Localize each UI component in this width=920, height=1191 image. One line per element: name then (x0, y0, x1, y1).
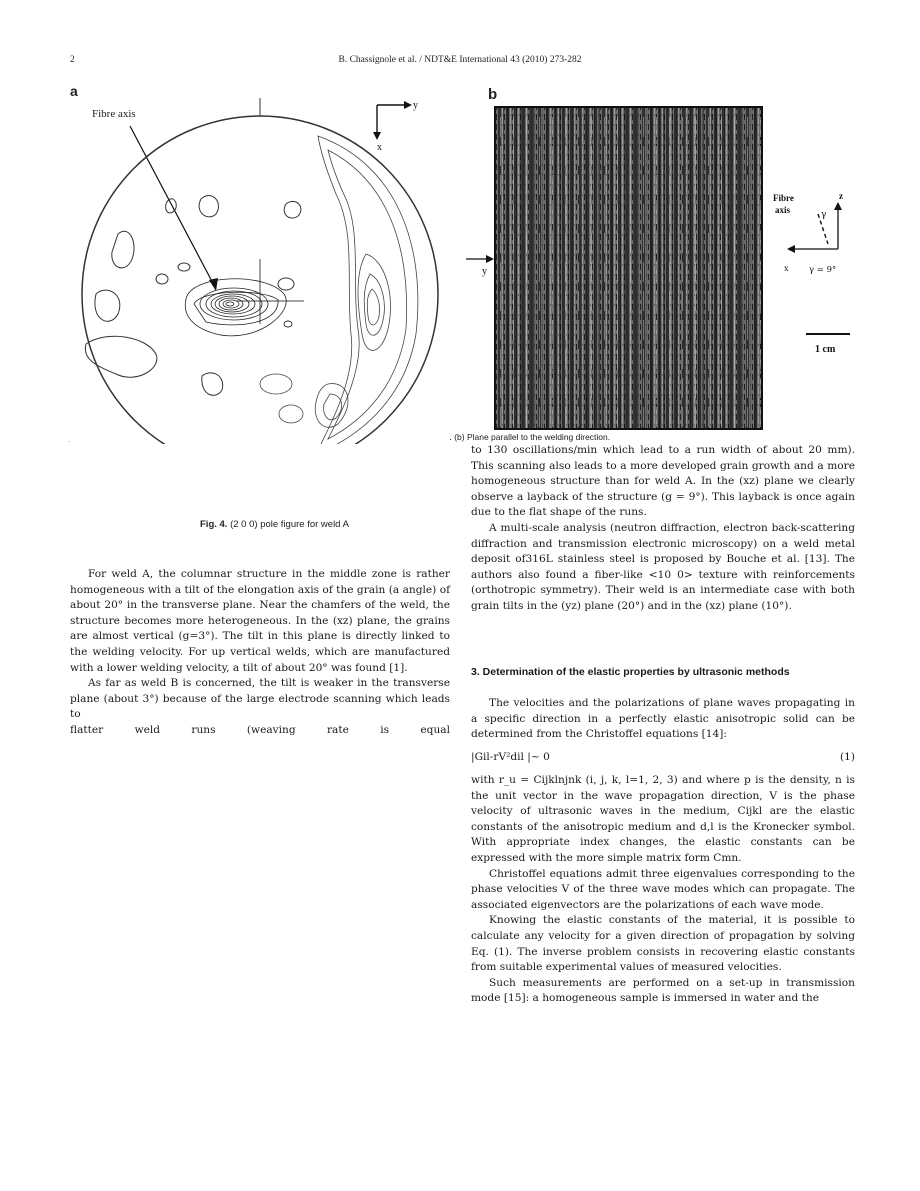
right-column-bottom (471, 773, 855, 1007)
word: (weaving (246, 723, 296, 736)
panel-label-b: b (488, 86, 498, 103)
axis-y-label: y (413, 100, 418, 111)
word: flatter (70, 723, 104, 736)
pole-figure-weld-a (66, 84, 456, 444)
equation-text: |Gil-rV²dil |~ 0 (471, 751, 550, 763)
scale-label: 1 cm (815, 344, 836, 355)
paragraph-weld-a: For weld A, the columnar structure in the middle zone is rather homogeneous with a tilt of the elongation axis of the grain (a angle) of about 20° in the transverse plane. Near the chamfers of the weld, the structure becomes more heterogeneous. In the (xz) plane, the grains are almost vertical (g=3°). The tilt in this plane is directly linked to the welding velocity. For up vertical welds, which are manufactured with a lower welding velocity, a tilt of about 20° was found [1]. (70, 568, 450, 674)
gamma-value: γ = 9° (809, 265, 837, 275)
fibre-axis-label-b1: Fibre (773, 193, 794, 203)
panel-label-a: a (70, 84, 78, 99)
word: weld (134, 723, 161, 736)
section-title: 3. Determination of the elastic properties by ultrasonic methods (471, 666, 790, 678)
right-column-intro (471, 696, 855, 743)
page-number: 2 (70, 55, 75, 65)
axis-z-label: z (839, 191, 843, 201)
paragraph-continuation: to 130 oscillations/min which lead to a run width of about 20 mm). This scanning also leads to a more developed grain growth and a more homogeneous structure than for weld A. In the (xz) plane we clearly observe a layback of the structure (g = 9°). This layback is once again due to the flat shape of the runs. (471, 444, 855, 519)
paragraph-inverse-problem: Knowing the elastic constants of the material, it is possible to calculate any velocity for a given direction of propagation by solving Eq. (1). The inverse problem consists in recovering elastic constants from suitable experimental values of measured velocities. (471, 914, 855, 974)
central-contours (185, 279, 286, 336)
paragraph-bouche: A multi-scale analysis (neutron diffraction, electron back-scattering diffraction and transmission electronic microscopy) on a weld metal deposit of316L stainless steel is proposed by Bouche et al. [13]. The authors also found a fiber-like <10 0> texture with reinforcements (orthotropic symmetry). Their weld is an intermediate case with both grain tilts in the (yz) plane (20°) and in the (xz) plane (10°). (471, 521, 855, 612)
fibre-axis-label: Fibre axis (92, 108, 136, 120)
equation-number: (1) (839, 751, 855, 763)
figure-4-caption-text: (2 0 0) pole figure for weld A (230, 519, 349, 530)
fibre-axis-arrow (130, 126, 216, 289)
figure-4-caption-label: Fig. 4. (200, 519, 228, 530)
word: equal (420, 723, 450, 736)
fibre-axis-label-b2: axis (775, 205, 791, 215)
paragraph-weld-b-text: As far as weld B is concerned, the tilt is weaker in the transverse plane (about 3°) because of the large electrode scanning which leads to (70, 677, 450, 721)
equation-1 (471, 751, 855, 767)
word: rate (326, 723, 349, 736)
axis-x-arrowhead (373, 132, 381, 140)
word: is (380, 723, 390, 736)
paragraph-eigenvalues: Christoffel equations admit three eigenvalues corresponding to the phase velocities V of the three wave modes which can propagate. The associated eigenvectors are the polarizations of each wave mode. (471, 867, 855, 911)
paragraph-setup: Such measurements are performed on a set-up in transmission mode [15]: a homogeneous sample is immersed in water and the (471, 976, 855, 1005)
figure-a-edge-mark: . (68, 435, 71, 444)
right-column-top (471, 443, 855, 615)
spread-line (70, 723, 450, 739)
axis-y-label-b: y (482, 266, 487, 277)
word: runs (191, 723, 216, 736)
paragraph-weld-b (70, 676, 450, 723)
gamma-symbol: γ (821, 210, 827, 220)
figure-4-caption (200, 519, 349, 530)
left-column (70, 567, 450, 739)
axis-x-label-b: x (784, 263, 789, 273)
micrograph-weld-b (466, 84, 866, 434)
paragraph-definitions: with r_u = Cijklnjnk (i, j, k, l=1, 2, 3) and where p is the density, n is the unit vector in the wave propagation direction, V is the phase velocity of ultrasonic waves in the medium, Cijkl are the elastic constants of the anisotropic medium and d,l is the Kronecker symbol. With appropriate index changes, the elastic constants can be expressed with the more simple matrix form Cmn. (471, 774, 855, 864)
axis-y-arrowhead (404, 101, 412, 109)
paragraph-christoffel-intro: The velocities and the polarizations of plane waves propagating in a specific direction in a perfectly elastic anisotropic solid can be determined from the Christoffel equations [14]: (471, 697, 855, 741)
axis-x-label: x (377, 142, 382, 153)
figure-b-caption: ․ (b) Plane parallel to the welding direction. (449, 432, 611, 442)
journal-citation: B. Chassignole et al. / NDT&E International 43 (2010) 273-282 (338, 55, 582, 65)
running-header (0, 55, 920, 69)
